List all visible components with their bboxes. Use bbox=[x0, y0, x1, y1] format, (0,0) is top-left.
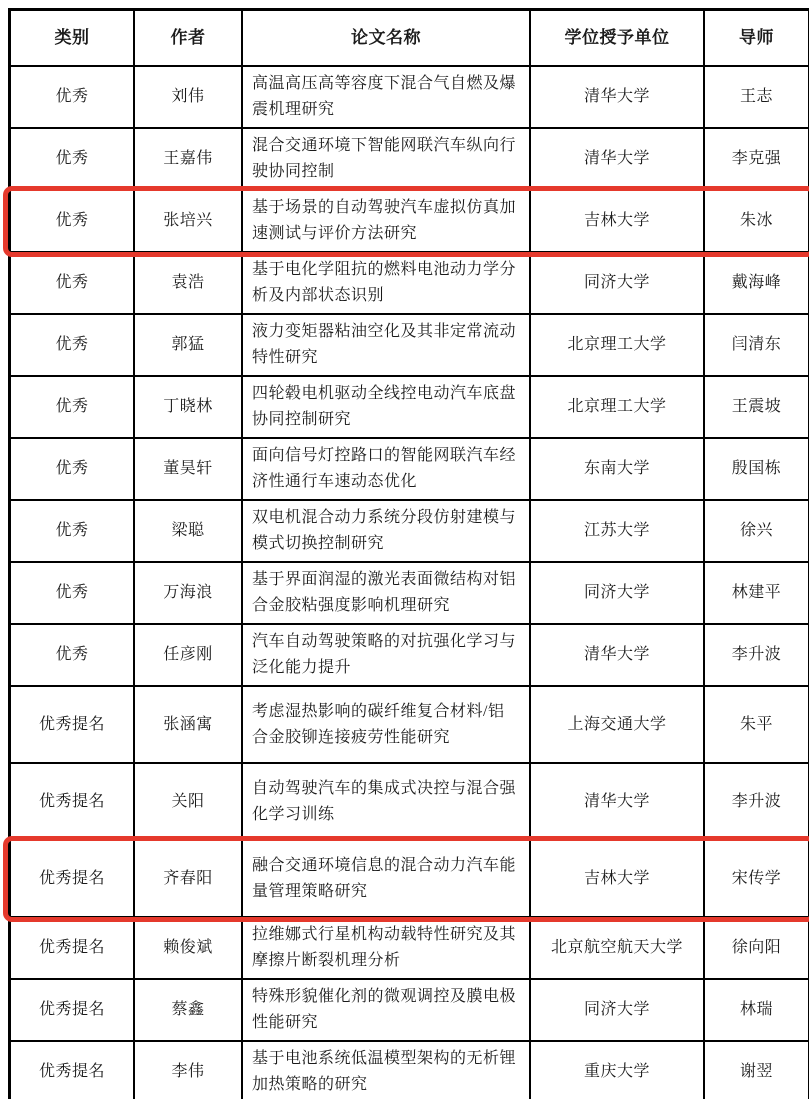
table-row bbox=[10, 763, 809, 840]
cell-author: 齐春阳 bbox=[134, 840, 242, 917]
cell-category: 优秀提名 bbox=[10, 979, 135, 1041]
table-row bbox=[10, 66, 809, 128]
cell-thesis-title: 基于电化学阻抗的燃料电池动力学分析及内部状态识别 bbox=[242, 252, 530, 314]
cell-category: 优秀提名 bbox=[10, 763, 135, 840]
cell-advisor: 宋传学 bbox=[704, 840, 809, 917]
cell-advisor: 朱冰 bbox=[704, 190, 809, 252]
cell-advisor: 殷国栋 bbox=[704, 438, 809, 500]
cell-advisor: 李升波 bbox=[704, 763, 809, 840]
table-row bbox=[10, 686, 809, 763]
cell-advisor: 闫清东 bbox=[704, 314, 809, 376]
cell-author: 关阳 bbox=[134, 763, 242, 840]
cell-category: 优秀 bbox=[10, 128, 135, 190]
cell-category: 优秀提名 bbox=[10, 1041, 135, 1099]
cell-advisor: 谢翌 bbox=[704, 1041, 809, 1099]
cell-author: 丁晓林 bbox=[134, 376, 242, 438]
cell-institution: 东南大学 bbox=[530, 438, 704, 500]
cell-advisor: 王震坡 bbox=[704, 376, 809, 438]
cell-category: 优秀 bbox=[10, 190, 135, 252]
cell-author: 袁浩 bbox=[134, 252, 242, 314]
cell-author: 郭猛 bbox=[134, 314, 242, 376]
cell-category: 优秀 bbox=[10, 376, 135, 438]
cell-thesis-title: 自动驾驶汽车的集成式决控与混合强化学习训练 bbox=[242, 763, 530, 840]
cell-thesis-title: 基于电池系统低温模型架构的无析锂加热策略的研究 bbox=[242, 1041, 530, 1099]
cell-thesis-title: 汽车自动驾驶策略的对抗强化学习与泛化能力提升 bbox=[242, 624, 530, 686]
cell-institution: 吉林大学 bbox=[530, 840, 704, 917]
cell-author: 蔡鑫 bbox=[134, 979, 242, 1041]
cell-thesis-title: 特殊形貌催化剂的微观调控及膜电极性能研究 bbox=[242, 979, 530, 1041]
table-row bbox=[10, 376, 809, 438]
cell-advisor: 王志 bbox=[704, 66, 809, 128]
cell-advisor: 徐兴 bbox=[704, 500, 809, 562]
cell-category: 优秀 bbox=[10, 624, 135, 686]
cell-author: 万海浪 bbox=[134, 562, 242, 624]
column-header-category: 类别 bbox=[10, 10, 135, 67]
cell-advisor: 李升波 bbox=[704, 624, 809, 686]
cell-category: 优秀 bbox=[10, 562, 135, 624]
header-row bbox=[10, 10, 809, 67]
cell-author: 王嘉伟 bbox=[134, 128, 242, 190]
cell-author: 张培兴 bbox=[134, 190, 242, 252]
cell-advisor: 朱平 bbox=[704, 686, 809, 763]
cell-advisor: 林建平 bbox=[704, 562, 809, 624]
table-row bbox=[10, 252, 809, 314]
cell-institution: 吉林大学 bbox=[530, 190, 704, 252]
cell-thesis-title: 拉维娜式行星机构动载特性研究及其摩擦片断裂机理分析 bbox=[242, 917, 530, 979]
cell-institution: 清华大学 bbox=[530, 624, 704, 686]
cell-thesis-title: 混合交通环境下智能网联汽车纵向行驶协同控制 bbox=[242, 128, 530, 190]
cell-category: 优秀提名 bbox=[10, 917, 135, 979]
cell-institution: 重庆大学 bbox=[530, 1041, 704, 1099]
table-row bbox=[10, 500, 809, 562]
cell-author: 董昊轩 bbox=[134, 438, 242, 500]
table-row bbox=[10, 917, 809, 979]
cell-author: 梁聪 bbox=[134, 500, 242, 562]
cell-thesis-title: 高温高压高等容度下混合气自燃及爆震机理研究 bbox=[242, 66, 530, 128]
cell-thesis-title: 基于界面润湿的激光表面微结构对铝合金胶粘强度影响机理研究 bbox=[242, 562, 530, 624]
cell-institution: 北京理工大学 bbox=[530, 376, 704, 438]
cell-institution: 北京航空航天大学 bbox=[530, 917, 704, 979]
table-row bbox=[10, 840, 809, 917]
cell-thesis-title: 四轮毂电机驱动全线控电动汽车底盘协同控制研究 bbox=[242, 376, 530, 438]
cell-advisor: 徐向阳 bbox=[704, 917, 809, 979]
table-row bbox=[10, 128, 809, 190]
column-header-thesis-title: 论文名称 bbox=[242, 10, 530, 67]
table-row bbox=[10, 1041, 809, 1099]
cell-thesis-title: 双电机混合动力系统分段仿射建模与模式切换控制研究 bbox=[242, 500, 530, 562]
column-header-advisor: 导师 bbox=[704, 10, 809, 67]
cell-author: 张涵寓 bbox=[134, 686, 242, 763]
cell-thesis-title: 基于场景的自动驾驶汽车虚拟仿真加速测试与评价方法研究 bbox=[242, 190, 530, 252]
cell-advisor: 戴海峰 bbox=[704, 252, 809, 314]
table-row bbox=[10, 979, 809, 1041]
cell-institution: 江苏大学 bbox=[530, 500, 704, 562]
cell-institution: 上海交通大学 bbox=[530, 686, 704, 763]
cell-category: 优秀 bbox=[10, 438, 135, 500]
cell-thesis-title: 液力变矩器粘油空化及其非定常流动特性研究 bbox=[242, 314, 530, 376]
cell-category: 优秀 bbox=[10, 66, 135, 128]
cell-category: 优秀 bbox=[10, 252, 135, 314]
cell-institution: 同济大学 bbox=[530, 979, 704, 1041]
cell-author: 李伟 bbox=[134, 1041, 242, 1099]
cell-institution: 清华大学 bbox=[530, 66, 704, 128]
cell-institution: 北京理工大学 bbox=[530, 314, 704, 376]
table-row bbox=[10, 438, 809, 500]
table-row bbox=[10, 190, 809, 252]
cell-thesis-title: 融合交通环境信息的混合动力汽车能量管理策略研究 bbox=[242, 840, 530, 917]
table-row bbox=[10, 314, 809, 376]
cell-category: 优秀提名 bbox=[10, 840, 135, 917]
thesis-awards-table bbox=[8, 8, 809, 1099]
column-header-author: 作者 bbox=[134, 10, 242, 67]
cell-institution: 同济大学 bbox=[530, 252, 704, 314]
cell-institution: 清华大学 bbox=[530, 763, 704, 840]
column-header-institution: 学位授予单位 bbox=[530, 10, 704, 67]
cell-thesis-title: 考虑湿热影响的碳纤维复合材料/铝合金胶铆连接疲劳性能研究 bbox=[242, 686, 530, 763]
cell-author: 任彦刚 bbox=[134, 624, 242, 686]
cell-advisor: 李克强 bbox=[704, 128, 809, 190]
cell-institution: 清华大学 bbox=[530, 128, 704, 190]
cell-thesis-title: 面向信号灯控路口的智能网联汽车经济性通行车速动态优化 bbox=[242, 438, 530, 500]
table-row bbox=[10, 562, 809, 624]
cell-category: 优秀 bbox=[10, 500, 135, 562]
cell-author: 刘伟 bbox=[134, 66, 242, 128]
table-row bbox=[10, 624, 809, 686]
cell-author: 赖俊斌 bbox=[134, 917, 242, 979]
cell-category: 优秀提名 bbox=[10, 686, 135, 763]
cell-category: 优秀 bbox=[10, 314, 135, 376]
cell-advisor: 林瑞 bbox=[704, 979, 809, 1041]
cell-institution: 同济大学 bbox=[530, 562, 704, 624]
